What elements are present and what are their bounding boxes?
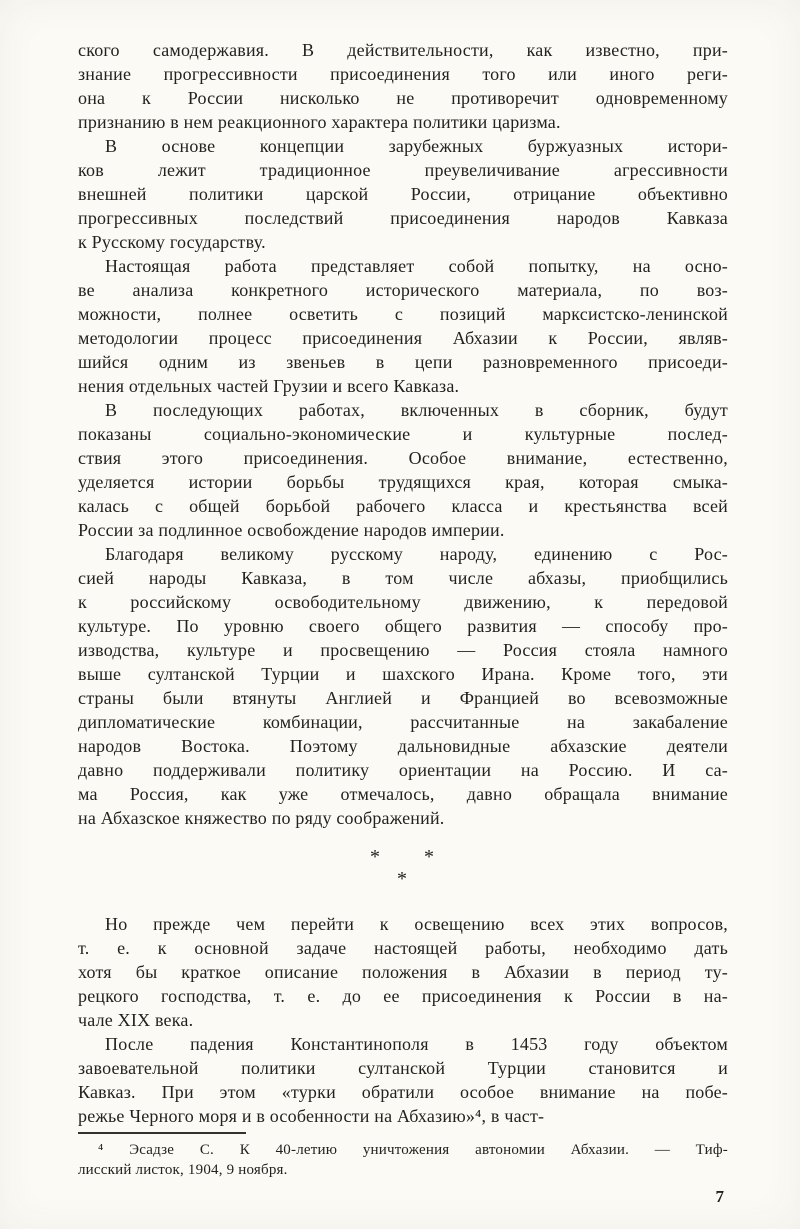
- text-line: Но прежде чем перейти к освещению всех этих вопросов,: [105, 914, 728, 934]
- page-number: 7: [715, 1187, 724, 1206]
- text-line: знание прогрессивности присоединения того или иного реги-: [78, 64, 728, 84]
- text-line: В основе концепции зарубежных буржуазных истори-: [105, 136, 728, 156]
- text-line: культуре. По уровню своего общего развития — способу про-: [78, 616, 728, 636]
- text-line: Настоящая работа представляет собой попытку, на осно-: [105, 256, 728, 276]
- text-line: ⁴ Эсадзе С. К 40-летию уничтожения автономии Абхазии. — Тиф-: [98, 1142, 728, 1158]
- text-line: признанию в нем реакционного характера политики царизма.: [78, 112, 561, 132]
- footnote: [78, 1132, 728, 1180]
- text-line: нения отдельных частей Грузии и всего Кавказа.: [78, 376, 460, 396]
- text-line: давно поддерживали политику ориентации на Россию. И са-: [78, 760, 728, 780]
- footnote-text: [78, 1140, 728, 1180]
- text-line: В последующих работах, включенных в сборник, будут: [105, 400, 728, 420]
- text-line: внешней политики царской России, отрицание объективно: [78, 184, 728, 204]
- text-line: сией народы Кавказа, в том числе абхазы, приобщились: [78, 568, 728, 588]
- text-line: к российскому освободительному движению, к передовой: [78, 592, 728, 612]
- text-line: методологии процесс присоединения Абхазии к России, являв-: [78, 328, 728, 348]
- text-line: После падения Константинополя в 1453 году объектом: [105, 1034, 728, 1054]
- text-line: ма Россия, как уже отмечалось, давно обращала внимание: [78, 784, 728, 804]
- text-line: дипломатические комбинации, рассчитанные на закабаление: [78, 712, 728, 732]
- text-line: завоевательной политики султанской Турции становится и: [78, 1058, 728, 1078]
- text-line: страны были втянуты Англией и Францией во всевозможные: [78, 688, 728, 708]
- text-line: России за подлинное освобождение народов империи.: [78, 520, 505, 540]
- text-line: ков лежит традиционное преувеличивание агрессивности: [78, 160, 728, 180]
- section-break-row-1: * *: [370, 846, 436, 868]
- text-line: к Русскому государству.: [78, 232, 266, 252]
- text-line: шийся одним из звеньев в цепи разновременного присоеди-: [78, 352, 728, 372]
- text-line: режье Черного моря и в особенности на Абхазию»⁴, в част-: [78, 1106, 545, 1126]
- text-line: народов Востока. Поэтому дальновидные абхазские деятели: [78, 736, 728, 756]
- text-line: Благодаря великому русскому народу, единению с Рос-: [105, 544, 728, 564]
- text-line: чале XIX века.: [78, 1010, 194, 1030]
- text-line: хотя бы краткое описание положения в Абхазии в период ту-: [78, 962, 728, 982]
- body-text-block-2: [78, 912, 728, 1128]
- page-body: [78, 38, 728, 1180]
- section-break-row-2: *: [397, 868, 409, 890]
- text-line: Кавказ. При этом «турки обратили особое внимание на побе-: [78, 1082, 728, 1102]
- text-line: показаны социально-экономические и культурные послед-: [78, 424, 728, 444]
- footnote-separator: [78, 1132, 246, 1134]
- text-line: уделяется истории борьбы трудящихся края, которая смыка-: [78, 472, 728, 492]
- text-line: т. е. к основной задаче настоящей работы, необходимо дать: [78, 938, 728, 958]
- text-line: калась с общей борьбой рабочего класса и крестьянства всей: [78, 496, 728, 516]
- text-line: рецкого господства, т. е. до ее присоединения к России в на-: [78, 986, 728, 1006]
- text-line: она к России нисколько не противоречит одновременному: [78, 88, 728, 108]
- text-line: ве анализа конкретного исторического материала, по воз-: [78, 280, 728, 300]
- text-line: прогрессивных последствий присоединения народов Кавказа: [78, 208, 728, 228]
- body-text-block-1: [78, 38, 728, 830]
- text-line: изводства, культуре и просвещению — Россия стояла намного: [78, 640, 728, 660]
- text-line: выше султанской Турции и шахского Ирана. Кроме того, эти: [78, 664, 728, 684]
- text-line: можности, полнее осветить с позиций марксистско-ленинской: [78, 304, 728, 324]
- section-break: [78, 846, 728, 890]
- text-line: лисский листок, 1904, 9 ноября.: [78, 1162, 288, 1178]
- text-line: ского самодержавия. В действительности, как известно, при-: [78, 40, 728, 60]
- text-line: на Абхазское княжество по ряду соображений.: [78, 808, 445, 828]
- text-line: ствия этого присоединения. Особое внимание, естественно,: [78, 448, 728, 468]
